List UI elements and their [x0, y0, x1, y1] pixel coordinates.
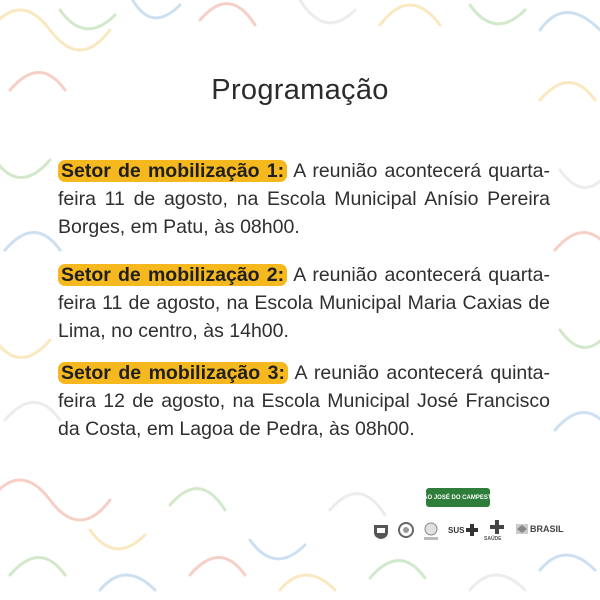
sector-3-text: A reunião acontecerá quinta-feira 12 de agosto, na Escola Municipal José Francisco da Costa, em Lagoa de Pedra, às 08h00. — [58, 362, 550, 440]
sus-logo: SUS — [448, 526, 465, 535]
sector-3-paragraph — [58, 359, 550, 443]
municipality-logo-text: SÃO JOSÉ DO CAMPESTRE — [419, 494, 500, 501]
sector-1-text: A reunião acontecerá quarta-feira 11 de agosto, na Escola Municipal Anísio Pereira Borges, em Patu, às 08h00. — [58, 160, 551, 238]
partner-logos-row — [370, 518, 570, 546]
sector-1-paragraph — [58, 157, 550, 241]
sus-cross-icon — [466, 524, 478, 536]
sector-2-text: A reunião acontecerá quarta-feira 11 de agosto, na Escola Municipal Maria Caxias de Lima, no centro, às 14h00. — [58, 264, 551, 342]
foundation-logo-icon — [398, 522, 414, 538]
crest-icon — [372, 522, 390, 540]
page-title: Programação — [211, 74, 389, 106]
saude-logo: SAÚDE — [484, 536, 502, 542]
municipality-logo — [419, 488, 500, 507]
sponsor-logos — [370, 488, 570, 548]
sector-2-label: Setor de mobilização 2: — [58, 264, 287, 286]
sector-1-label: Setor de mobilização 1: — [58, 160, 287, 182]
brasil-logo: BRASIL — [530, 524, 564, 534]
health-cross-icon — [490, 520, 504, 534]
health-foundation-icon — [420, 520, 442, 542]
flag-icon — [516, 524, 528, 534]
sector-3-label: Setor de mobilização 3: — [58, 362, 288, 384]
sector-2-paragraph — [58, 261, 550, 345]
